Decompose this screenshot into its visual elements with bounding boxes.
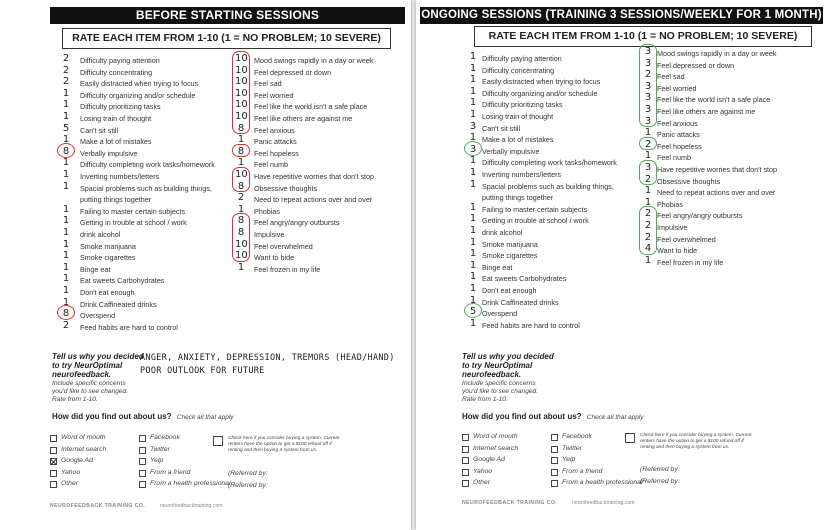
why-prompt-line-3: neurofeedback. — [462, 370, 522, 379]
symptom-label: Failing to master certain subjects — [482, 204, 588, 214]
symptom-label: Feel sad — [657, 72, 685, 82]
symptom-score[interactable]: 1 — [62, 99, 70, 111]
referred-by-friend: (Referred by: — [640, 466, 680, 473]
symptom-score[interactable]: 1 — [469, 225, 477, 236]
why-prompt-line-2: to try NeurOptimal — [462, 361, 533, 370]
symptom-score[interactable]: 1 — [62, 296, 70, 308]
source-checkbox-label: Word of mouth — [61, 434, 106, 441]
symptom-score[interactable]: 10 — [235, 76, 248, 88]
page-title: ONGOING SESSIONS (TRAINING 3 SESSIONS/WEEKLY FOR 1 MONTH) — [420, 7, 823, 24]
symptom-label: Smoke cigarettes — [482, 251, 538, 261]
symptom-score[interactable]: 1 — [469, 248, 477, 260]
symptom-score[interactable]: 3 — [644, 80, 652, 92]
symptom-label: drink alcohol — [80, 230, 121, 239]
source-checkbox-label: Yelp — [562, 456, 576, 463]
source-checkbox[interactable] — [462, 434, 469, 441]
symptom-score[interactable]: 5 — [469, 306, 477, 318]
handwritten-reason-line-2[interactable]: POOR OUTLOOK FOR FUTURE — [140, 366, 265, 376]
buy-system-fine-print-1: Check here if you consider buying a system. Current — [640, 433, 752, 438]
source-checkbox-label: Yahoo — [61, 468, 81, 476]
score-highlight-oval — [639, 160, 657, 185]
symptom-label: Losing train of thought — [482, 112, 554, 121]
symptom-label: Getting in trouble at school / work — [80, 218, 187, 228]
source-checkbox[interactable] — [50, 470, 57, 477]
source-checkbox-label: Google Ad — [473, 456, 505, 463]
symptom-score[interactable]: 1 — [62, 134, 70, 146]
symptom-score[interactable]: 1 — [469, 85, 477, 97]
symptom-score[interactable]: 4 — [644, 243, 652, 255]
symptom-score[interactable]: 1 — [469, 155, 477, 167]
source-checkbox[interactable] — [551, 434, 558, 441]
symptom-label: Difficulty concentrating — [80, 67, 153, 77]
symptom-label: Make a lot of mistakes — [482, 135, 554, 145]
source-checkbox[interactable] — [50, 481, 57, 488]
symptom-label: Phobias — [657, 199, 683, 209]
symptom-label: Can't sit still — [482, 123, 521, 133]
symptom-label: Feed habits are hard to control — [80, 322, 178, 332]
how-find-prompt — [52, 412, 234, 421]
symptom-label: putting things together — [482, 193, 554, 203]
symptom-score[interactable]: 10 — [235, 238, 248, 250]
score-highlight-circle — [464, 303, 482, 318]
referred-by-professional: (Referred by: — [640, 478, 680, 485]
symptom-label: Smoke marijuana — [482, 239, 538, 249]
ongoing-sessions-page — [416, 0, 827, 530]
source-checkbox-label: Other — [473, 479, 490, 486]
symptom-score[interactable]: 8 — [237, 227, 245, 238]
symptom-score[interactable]: 8 — [237, 180, 245, 192]
symptom-score[interactable]: 5 — [62, 122, 70, 134]
symptom-label: Feel angry/angry outbursts — [657, 211, 743, 221]
symptom-label: Failing to master certain subjects — [80, 206, 186, 216]
symptom-label: Have repetitive worries that don't stop — [657, 165, 778, 174]
symptom-label: Difficulty prioritizing tasks — [482, 100, 563, 110]
symptom-score[interactable]: 10 — [235, 111, 248, 122]
symptom-score[interactable]: 1 — [469, 317, 477, 329]
score-highlight-oval — [639, 206, 657, 254]
symptom-label: Binge eat — [80, 264, 111, 274]
symptom-label: Don't eat enough — [80, 288, 135, 297]
source-checkbox-label: Internet search — [61, 445, 107, 453]
symptom-score[interactable]: 3 — [644, 46, 652, 57]
buy-system-fine-print-1: Check here if you consider buying a system. Current — [228, 436, 340, 441]
source-checkbox-label: Word of mouth — [473, 433, 518, 440]
symptom-label: Feel frozen in my life — [254, 264, 321, 274]
rating-instructions: RATE EACH ITEM FROM 1-10 (1 = NO PROBLEM; 10 SEVERE) — [62, 28, 391, 49]
symptom-label: Smoke marijuana — [80, 241, 136, 251]
symptom-score[interactable]: 1 — [469, 97, 477, 109]
symptom-label: Difficulty paying attention — [80, 56, 160, 65]
symptom-label: Need to repeat actions over and over — [254, 195, 373, 205]
symptom-score[interactable]: 1 — [469, 271, 477, 283]
how-find-label: How did you find out about us? — [52, 412, 172, 421]
symptom-score[interactable]: 10 — [235, 169, 248, 180]
symptom-score[interactable]: 2 — [62, 76, 70, 88]
page-title: BEFORE STARTING SESSIONS — [50, 7, 405, 24]
symptom-score[interactable]: 1 — [62, 169, 70, 180]
symptom-score[interactable]: 1 — [469, 167, 477, 178]
why-subprompt-line-2: you'd like to see changed. — [52, 388, 129, 395]
symptom-label: Obsessive thoughts — [657, 176, 721, 186]
symptom-label: Feel worried — [254, 90, 294, 100]
symptom-label: Feel anxious — [657, 118, 698, 128]
symptom-label: Spacial problems such as building things, — [482, 181, 614, 191]
score-highlight-oval — [232, 144, 250, 158]
symptom-label: Can't sit still — [80, 125, 119, 135]
symptom-label: Losing train of thought — [80, 114, 152, 123]
symptom-label: Panic attacks — [657, 130, 700, 140]
symptom-label: Easily distracted when trying to focus — [80, 79, 199, 89]
symptom-label: Don't eat enough — [482, 286, 537, 295]
referred-by-professional: (Referred by: — [228, 482, 268, 489]
symptom-score[interactable]: 2 — [644, 208, 652, 220]
before-sessions-page — [0, 0, 411, 530]
symptom-label: Easily distracted when trying to focus — [482, 77, 601, 87]
symptom-label: Feel hopeless — [254, 148, 299, 158]
source-checkbox-label: Facebook — [562, 433, 592, 440]
symptom-score[interactable]: 1 — [62, 111, 70, 122]
symptom-label: putting things together — [80, 195, 152, 205]
symptom-score[interactable]: 1 — [644, 196, 652, 208]
source-checkbox[interactable] — [139, 435, 146, 442]
symptom-label: Difficulty concentrating — [482, 65, 555, 75]
buy-system-fine-print-3: renting and then buying a system from us. — [640, 445, 730, 450]
symptom-label: Feel numb — [254, 160, 288, 170]
source-checkbox-label: Yelp — [150, 457, 164, 464]
why-prompt-line-2: to try NeurOptimal — [52, 361, 123, 370]
symptom-label: Feel sad — [254, 79, 282, 89]
why-subprompt-line-3: Rate from 1-10. — [52, 396, 98, 403]
check-all-hint: Check all that apply — [586, 414, 644, 421]
symptom-label: Feel hopeless — [657, 141, 702, 151]
symptom-label: Make a lot of mistakes — [80, 137, 152, 147]
symptom-score[interactable]: 10 — [235, 53, 248, 64]
symptom-score[interactable]: 1 — [62, 87, 70, 99]
source-checkbox-label: From a health professional — [562, 479, 643, 486]
symptom-label: Feed habits are hard to control — [482, 320, 580, 330]
symptom-score[interactable]: 3 — [469, 120, 477, 132]
symptom-label: Eat sweets Carbohydrates — [80, 276, 165, 286]
symptom-label: Drink Caffineated drinks — [482, 297, 559, 307]
symptom-score[interactable]: 1 — [469, 109, 477, 120]
symptom-score[interactable]: 2 — [62, 53, 70, 64]
symptom-score[interactable]: 10 — [235, 99, 248, 111]
buy-system-fine-print-2: renters have the option to get a $100 refund off if — [640, 439, 744, 444]
symptom-label: Binge eat — [482, 262, 513, 272]
symptom-label: drink alcohol — [482, 228, 523, 237]
symptom-score[interactable]: 1 — [62, 250, 70, 262]
source-checkbox[interactable] — [139, 447, 146, 454]
why-subprompt-line-2: you'd like to see changed. — [462, 388, 539, 395]
buy-system-checkbox[interactable] — [625, 433, 635, 443]
score-highlight-oval — [639, 137, 657, 151]
symptom-score[interactable]: 1 — [644, 185, 652, 197]
symptom-score[interactable]: 2 — [237, 192, 245, 204]
symptom-label: Eat sweets Carbohydrates — [482, 274, 567, 284]
source-checkbox-label: Other — [61, 480, 78, 487]
symptom-label: Verbally impulsive — [482, 146, 540, 156]
symptom-label: Mood swings rapidly in a day or week — [254, 56, 374, 65]
symptom-label: Want to hide — [657, 246, 698, 256]
source-checkbox[interactable] — [551, 446, 558, 453]
source-checkbox-label: From a friend — [562, 467, 603, 475]
symptom-score[interactable]: 1 — [62, 238, 70, 250]
how-find-prompt — [462, 412, 644, 421]
symptom-score[interactable]: 1 — [62, 261, 70, 273]
check-all-hint: Check all that apply — [176, 414, 234, 421]
symptom-score[interactable]: 1 — [469, 213, 477, 225]
symptom-label: Feel worried — [657, 83, 697, 93]
symptom-label: Impulsive — [657, 223, 688, 232]
source-checkbox[interactable] — [462, 457, 469, 464]
source-checkbox-label: Facebook — [150, 434, 180, 441]
source-checkbox[interactable] — [551, 480, 558, 487]
symptom-score[interactable]: 3 — [644, 104, 652, 115]
source-checkbox[interactable] — [50, 447, 57, 454]
source-checkbox-label: Twitter — [562, 444, 582, 452]
symptom-label: Impulsive — [254, 230, 285, 239]
footer-brand: NEUROFEEDBACK TRAINING CO. — [462, 500, 558, 506]
symptom-score[interactable]: 1 — [469, 236, 477, 248]
symptom-score[interactable]: 1 — [469, 74, 477, 86]
source-checkbox-label: From a friend — [150, 468, 191, 476]
symptom-score[interactable]: 3 — [644, 92, 652, 104]
symptom-score[interactable]: 1 — [469, 62, 477, 74]
symptom-score[interactable]: 2 — [62, 64, 70, 76]
footer-url[interactable]: neurofeedbacktraining.com — [572, 500, 635, 506]
symptom-score[interactable]: 10 — [235, 64, 248, 76]
symptom-score[interactable]: 1 — [237, 157, 245, 169]
symptom-label: Mood swings rapidly in a day or week — [657, 49, 777, 58]
symptom-label: Need to repeat actions over and over — [657, 188, 776, 198]
buy-system-checkbox[interactable] — [213, 436, 223, 446]
score-highlight-circle — [57, 305, 75, 320]
how-find-label: How did you find out about us? — [462, 412, 582, 421]
symptom-score[interactable]: 1 — [644, 150, 652, 162]
score-highlight-oval — [232, 213, 250, 261]
symptom-label: Feel overwhelmed — [254, 241, 313, 251]
source-checkbox[interactable] — [50, 435, 57, 442]
source-checkbox[interactable] — [551, 457, 558, 464]
symptom-score[interactable]: 1 — [237, 261, 245, 273]
symptom-score[interactable]: 8 — [237, 145, 245, 157]
symptom-score[interactable]: 2 — [62, 319, 70, 331]
why-prompt-line-1: Tell us why you decided — [52, 352, 144, 361]
symptom-label: Feel like others are against me — [657, 107, 756, 116]
symptom-score[interactable]: 10 — [235, 250, 248, 262]
source-checkbox[interactable] — [139, 481, 146, 488]
source-checkbox-label: Google Ad — [61, 457, 93, 464]
symptom-score[interactable]: 2 — [644, 69, 652, 81]
symptom-label: Feel overwhelmed — [657, 234, 716, 244]
symptom-score[interactable]: 1 — [469, 294, 477, 306]
source-checkbox[interactable] — [551, 469, 558, 476]
buy-system-fine-print-3: renting and then buying a system from us. — [228, 448, 318, 453]
symptom-score[interactable]: 1 — [469, 51, 477, 62]
symptom-score[interactable]: 8 — [62, 145, 70, 157]
symptom-score[interactable]: 1 — [237, 203, 245, 215]
referred-by-friend: (Referred by: — [228, 470, 268, 477]
symptom-label: Difficulty organizing and/or schedule — [482, 88, 598, 98]
score-highlight-oval — [232, 167, 250, 192]
symptom-score[interactable]: 8 — [237, 215, 245, 227]
symptom-score[interactable]: 2 — [644, 138, 652, 150]
buy-system-fine-print-2: renters have the option to get a $100 refund off if — [228, 442, 332, 447]
why-prompt-line-1: Tell us why you decided — [462, 352, 554, 361]
symptom-label: Feel like the world isn't a safe place — [254, 102, 368, 112]
source-checkbox-label: Internet search — [473, 444, 519, 452]
symptom-label: Difficulty prioritizing tasks — [80, 102, 161, 112]
symptom-label: Feel like others are against me — [254, 114, 353, 123]
source-checkbox-label: Yahoo — [473, 467, 493, 475]
symptom-label: Drink Caffineated drinks — [80, 299, 157, 309]
why-subprompt-line-1: Include specific concerns — [462, 380, 536, 387]
symptom-score[interactable]: 1 — [469, 178, 477, 190]
symptom-score[interactable]: 1 — [62, 215, 70, 227]
source-checkbox[interactable] — [462, 446, 469, 453]
symptom-label: Getting in trouble at school / work — [482, 216, 589, 226]
symptom-score[interactable]: 8 — [237, 122, 245, 134]
source-checkbox[interactable] — [139, 470, 146, 477]
symptom-score[interactable]: 2 — [644, 231, 652, 243]
symptom-score[interactable]: 3 — [644, 162, 652, 173]
handwritten-reason-line-1[interactable]: ANGER, ANXIETY, DEPRESSION, TREMORS (HEAD/HAND) — [140, 353, 395, 363]
symptom-score[interactable]: 1 — [62, 273, 70, 285]
symptom-score[interactable]: 1 — [469, 201, 477, 213]
symptom-label: Feel angry/angry outbursts — [254, 218, 340, 228]
score-highlight-oval — [232, 51, 250, 134]
symptom-label: Want to hide — [254, 253, 295, 263]
score-highlight-circle — [464, 141, 482, 156]
symptom-label: Feel anxious — [254, 125, 295, 135]
source-checkbox[interactable] — [139, 458, 146, 465]
symptom-label: Feel frozen in my life — [657, 257, 724, 267]
score-highlight-oval — [639, 44, 657, 127]
symptom-score[interactable]: 3 — [469, 143, 477, 155]
symptom-score[interactable]: 3 — [644, 115, 652, 127]
source-checkbox-label: Twitter — [150, 445, 170, 453]
symptom-score[interactable]: 2 — [644, 173, 652, 185]
symptom-label: Difficulty paying attention — [482, 54, 562, 63]
symptom-label: Obsessive thoughts — [254, 183, 318, 193]
symptom-label: Overspend — [80, 311, 116, 321]
symptom-label: Overspend — [482, 309, 518, 319]
symptom-score[interactable]: 2 — [644, 220, 652, 231]
symptom-label: Spacial problems such as building things, — [80, 183, 212, 193]
source-checkbox[interactable] — [462, 480, 469, 487]
symptom-score[interactable]: 1 — [62, 285, 70, 296]
symptom-label: Smoke cigarettes — [80, 253, 136, 263]
symptom-label: Difficulty completing work tasks/homework — [80, 160, 215, 170]
symptom-label: Inverting numbers/letters — [482, 170, 562, 179]
source-checkbox[interactable] — [50, 458, 57, 465]
why-prompt-line-3: neurofeedback. — [52, 370, 112, 379]
symptom-label: Difficulty organizing and/or schedule — [80, 90, 196, 100]
symptom-score[interactable]: 1 — [644, 127, 652, 139]
symptom-label: Have repetitive worries that don't stop — [254, 172, 375, 181]
symptom-score[interactable]: 1 — [62, 203, 70, 215]
symptom-score[interactable]: 10 — [235, 87, 248, 99]
symptom-score[interactable]: 1 — [469, 132, 477, 144]
symptom-label: Difficulty completing work tasks/homework — [482, 158, 617, 168]
source-checkbox[interactable] — [462, 469, 469, 476]
symptom-label: Feel like the world isn't a safe place — [657, 95, 771, 105]
symptom-label: Panic attacks — [254, 137, 297, 147]
symptom-label: Feel numb — [657, 153, 691, 163]
symptom-label: Verbally impulsive — [80, 148, 138, 158]
symptom-score[interactable]: 3 — [644, 57, 652, 69]
score-highlight-circle — [57, 143, 75, 158]
symptom-score[interactable]: 1 — [469, 283, 477, 294]
symptom-score[interactable]: 1 — [62, 157, 70, 169]
symptom-label: Feel depressed or down — [657, 60, 735, 70]
rating-instructions: RATE EACH ITEM FROM 1-10 (1 = NO PROBLEM; 10 SEVERE) — [474, 26, 812, 47]
symptom-label: Inverting numbers/letters — [80, 172, 160, 181]
symptom-label: Feel depressed or down — [254, 67, 332, 77]
symptom-score[interactable]: 1 — [644, 254, 652, 266]
why-subprompt-line-3: Rate from 1-10. — [462, 396, 508, 403]
why-subprompt-line-1: Include specific concerns — [52, 380, 126, 387]
footer-brand: NEUROFEEDBACK TRAINING CO. — [50, 503, 146, 509]
symptom-score[interactable]: 8 — [62, 308, 70, 320]
symptom-label: Phobias — [254, 206, 280, 216]
footer-url[interactable]: neurofeedbacktraining.com — [160, 503, 223, 509]
symptom-score[interactable]: 1 — [62, 180, 70, 192]
symptom-score[interactable]: 1 — [469, 259, 477, 271]
symptom-score[interactable]: 1 — [62, 227, 70, 238]
symptom-score[interactable]: 1 — [237, 134, 245, 146]
source-checkbox-label: From a health professional — [150, 480, 231, 487]
